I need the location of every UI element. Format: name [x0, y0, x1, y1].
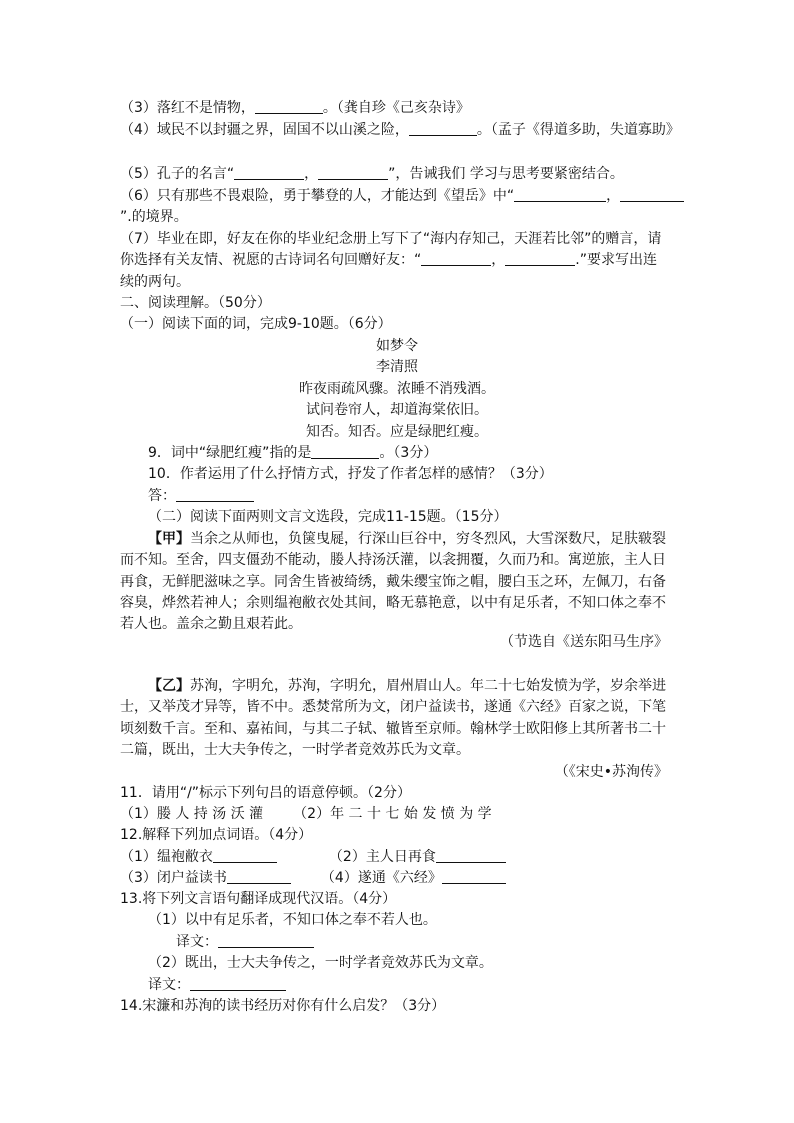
text-jia-source: （节选自《送东阳马生序》: [500, 634, 668, 650]
text-yi-line: 二篇，既出，士大夫争传之，一时学者竞效苏氏为文章。: [120, 742, 470, 758]
text-yi-line: 士，又举茂才异等，皆不中。悉焚常所为文，闭户益读书，遂通《六经》百家之说，下笔: [120, 699, 666, 715]
poem-line: 试问卷帘人，却道海棠依旧。: [306, 402, 488, 418]
translation-line: 译文：: [148, 975, 286, 995]
question-6-cont: ”.的境界。: [120, 209, 188, 225]
question-4: （4）域民不以封疆之界，固国不以山溪之险， 。（孟子《得道多助，失道寡助》: [120, 122, 680, 138]
text-yi-line: 顷刻数千言。至和、嘉祐间，与其二子轼、辙皆至京师。翰林学士欧阳修上其所著书二十: [120, 721, 666, 737]
question-7: （7）毕业在即，好友在你的毕业纪念册上写下了“海内存知己，天涯若比邻”的赠言，请: [120, 231, 662, 247]
poem-title: 如梦令: [376, 338, 418, 354]
answer-blank[interactable]: [421, 251, 491, 266]
question-5: （5）孔子的名言“ ， ”，告诫我们 学习与思考要紧密结合。: [120, 166, 624, 182]
poem-line: 昨夜雨疏风骤。浓睡不消残酒。: [299, 381, 495, 397]
text-yi-line: 【乙】苏洵，字明允，苏洵，字明允，眉州眉山人。年二十七始发愤为学，岁余举进: [148, 678, 666, 694]
text-jia-line: 而不知。至舍，四支僵劲不能动，媵人持汤沃灌，以衾拥覆，久而乃和。寓逆旅，主人日: [120, 552, 666, 568]
poem-line: 知否。知否。应是绿肥红瘦。: [306, 424, 488, 440]
question-7-line3: 续的两句。: [120, 274, 190, 290]
answer-blank[interactable]: [436, 848, 506, 863]
question-13-1: （1）以中有足乐者，不知口体之奉不若人也。: [148, 912, 437, 928]
answer-blank[interactable]: [255, 99, 323, 114]
answer-line: 答：: [148, 486, 254, 506]
question-12-row1: （1）缊袍敝衣 （2）主人日再食: [120, 847, 506, 867]
answer-blank[interactable]: [318, 165, 388, 180]
answer-blank[interactable]: [311, 444, 379, 459]
translation-line: 译文：: [176, 932, 314, 952]
answer-blank[interactable]: [176, 487, 254, 502]
answer-blank[interactable]: [234, 165, 304, 180]
text-yi-source: （《宋史•苏洵传》: [554, 764, 668, 780]
text-jia-line: 容臭，烨然若神人；余则缊袍敝衣处其间，略无慕艳意，以中有足乐者，不知口体之奉不: [120, 595, 666, 611]
question-9: 9．词中“绿肥红瘦”指的是 。（3分）: [148, 445, 438, 461]
text-yi-label: 【乙】: [148, 678, 190, 694]
section-title: 二、阅读理解。（50分）: [120, 295, 271, 311]
question-12: 12.解释下列加点词语。（4分）: [120, 827, 313, 843]
answer-blank[interactable]: [190, 976, 286, 991]
answer-blank[interactable]: [218, 933, 314, 948]
text-jia-label: 【甲】: [148, 531, 190, 547]
question-11-items: （1）媵 人 持 汤 沃 灌 （2）年 二 十 七 始 发 愤 为 学: [120, 806, 492, 822]
question-13-2: （2）既出，士大夫争传之，一时学者竞效苏氏为文章。: [148, 955, 493, 971]
poem-author: 李清照: [376, 359, 418, 375]
answer-blank[interactable]: [442, 869, 506, 884]
answer-blank[interactable]: [213, 848, 277, 863]
text-jia-line: 若人也。盖余之勤且艰若此。: [120, 616, 302, 632]
question-13: 13.将下列文言语句翻译成现代汉语。（4分）: [120, 891, 397, 907]
part1-intro: （一）阅读下面的词，完成9-10题。（6分）: [120, 316, 392, 332]
answer-blank[interactable]: [620, 187, 684, 202]
answer-blank[interactable]: [227, 869, 291, 884]
question-6: （6）只有那些不畏艰险，勇于攀登的人，才能达到《望岳》中“ ，: [120, 186, 684, 206]
question-12-row2: （3）闭户益读书 （4）遂通《六经》: [120, 868, 506, 888]
question-14: 14.宋濂和苏洵的读书经历对你有什么启发？（3分）: [120, 998, 446, 1014]
question-3: （3）落红不是情物， 。（龚自珍《己亥杂诗》: [120, 100, 470, 116]
answer-blank[interactable]: [409, 121, 477, 136]
text-jia-line: 【甲】当余之从师也，负箧曳屣，行深山巨谷中，穷冬烈风，大雪深数尺，足肤皲裂: [148, 531, 666, 547]
part2-intro: （二）阅读下面两则文言文选段，完成11-15题。（15分）: [148, 509, 508, 525]
question-11: 11．请用“/”标示下列句吕的语意停顿。（2分）: [120, 785, 411, 801]
question-7-line2: 你选择有关友情、祝愿的古诗词名句回赠好友：“ ， .”要求写出连: [120, 252, 657, 268]
answer-blank[interactable]: [514, 187, 606, 202]
text-jia-line: 再食，无鲜肥滋味之享。同舍生皆被绮绣，戴朱缨宝饰之帽，腰白玉之环，左佩刀，右备: [120, 574, 666, 590]
answer-blank[interactable]: [505, 251, 575, 266]
question-10: 10．作者运用了什么抒情方式，抒发了作者怎样的感情？（3分）: [148, 466, 553, 482]
